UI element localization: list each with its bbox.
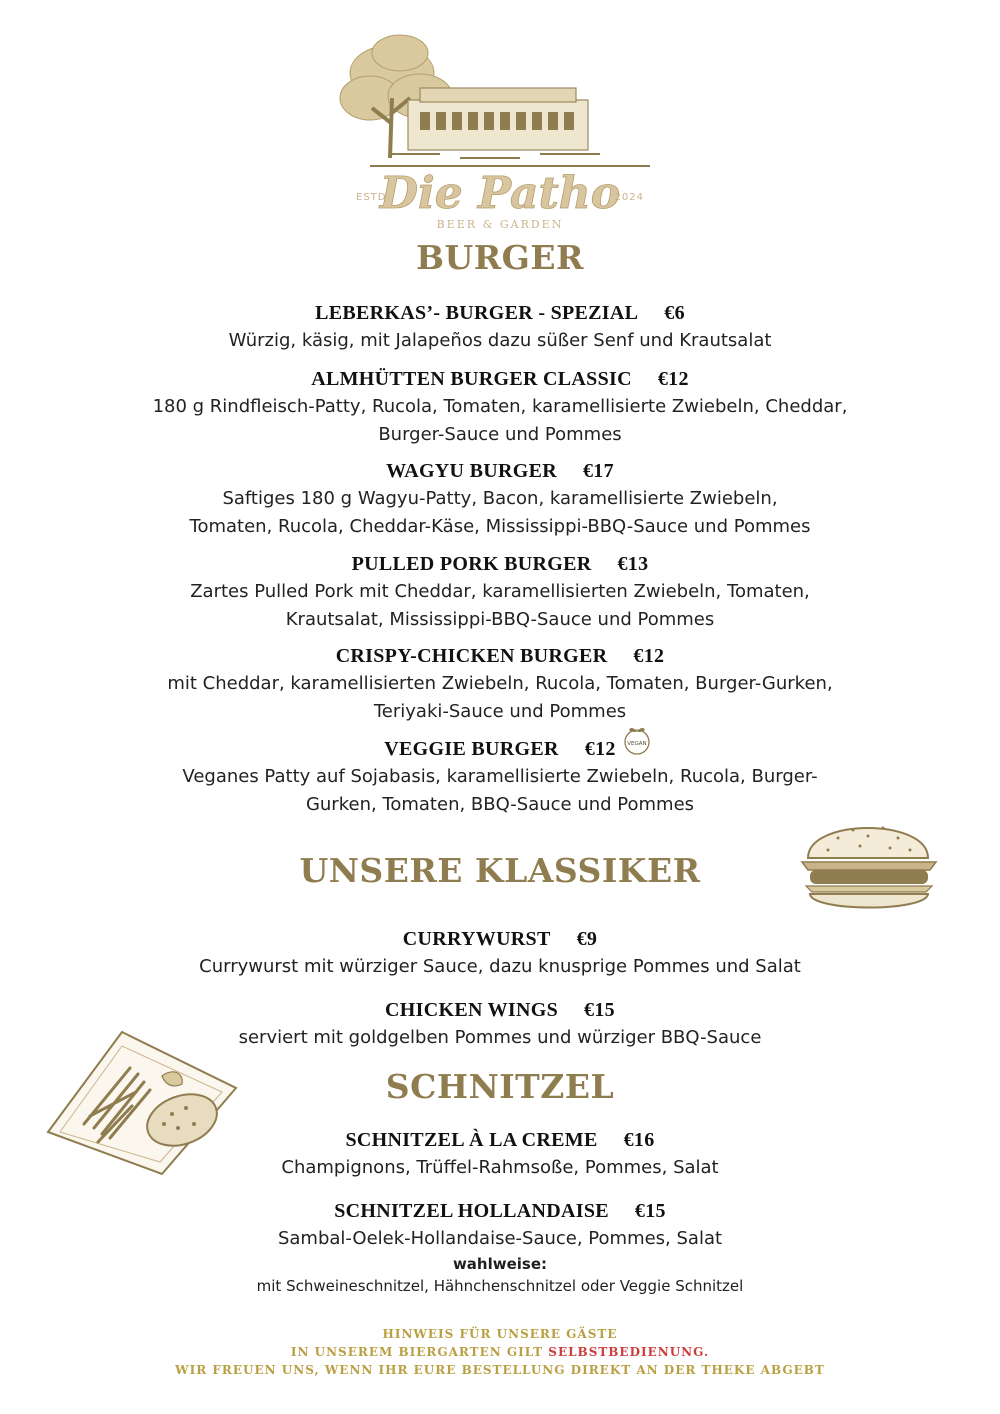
self-service-notice bbox=[0, 1325, 1000, 1379]
item-price: €12 bbox=[633, 645, 665, 667]
logo-subtitle: BEER & GARDEN bbox=[436, 218, 564, 231]
item-name: ALMHÜTTEN BURGER CLASSIC bbox=[311, 368, 632, 390]
item-description: Sambal-Oelek-Hollandaise-Sauce, Pommes, Salat bbox=[277, 1228, 723, 1249]
item-description: Gurken, Tomaten, BBQ-Sauce und Pommes bbox=[305, 793, 695, 815]
restaurant-logo bbox=[330, 28, 670, 238]
item-description: Currywurst mit würziger Sauce, dazu knusprige Pommes und Salat bbox=[199, 956, 801, 977]
menu-item bbox=[60, 1198, 940, 1253]
menu-item bbox=[60, 551, 940, 633]
item-price: €17 bbox=[582, 460, 614, 482]
section-title-burger: BURGER bbox=[416, 238, 584, 277]
section-title-schnitzel: SCHNITZEL bbox=[385, 1067, 615, 1106]
menu-item bbox=[60, 300, 940, 355]
item-name: CURRYWURST bbox=[402, 928, 551, 950]
item-description: Krautsalat, Mississippi-BBQ-Sauce und Pommes bbox=[285, 608, 715, 630]
item-name: CHICKEN WINGS bbox=[385, 999, 559, 1021]
item-name: LEBERKAS’- BURGER - SPEZIAL bbox=[315, 302, 639, 324]
item-price: €16 bbox=[623, 1129, 655, 1151]
item-price: €12 bbox=[584, 738, 616, 760]
self-service-highlight: SELBSTBEDIENUNG. bbox=[548, 1345, 710, 1359]
notice-line-1: HINWEIS FÜR UNSERE GÄSTE bbox=[382, 1327, 618, 1341]
item-price: €12 bbox=[657, 368, 689, 390]
logo-wordmark: Die Patho bbox=[379, 168, 621, 219]
notice-line-2: IN UNSEREM BIERGARTEN GILT SELBSTBEDIENUNG. bbox=[290, 1345, 710, 1359]
item-description: Teriyaki-Sauce und Pommes bbox=[373, 700, 627, 722]
vegan-badge-icon bbox=[621, 724, 653, 756]
item-name: VEGGIE BURGER bbox=[384, 738, 559, 760]
item-name: CRISPY-CHICKEN BURGER bbox=[335, 645, 608, 667]
vegan-badge-text: VEGAN bbox=[627, 741, 647, 747]
item-description: serviert mit goldgelben Pommes und würziger BBQ-Sauce bbox=[238, 1027, 762, 1048]
item-price: €6 bbox=[664, 302, 685, 324]
item-price: €13 bbox=[617, 553, 649, 575]
item-description: Veganes Patty auf Sojabasis, karamellisierte Zwiebeln, Rucola, Burger- bbox=[182, 766, 818, 787]
menu-item bbox=[60, 643, 940, 725]
menu-item bbox=[60, 926, 940, 981]
item-name: PULLED PORK BURGER bbox=[351, 553, 592, 575]
item-description: Würzig, käsig, mit Jalapeños dazu süßer Senf und Krautsalat bbox=[228, 330, 772, 351]
option-text: mit Schweineschnitzel, Hähnchenschnitzel oder Veggie Schnitzel bbox=[256, 1277, 744, 1295]
item-description: Burger-Sauce und Pommes bbox=[378, 423, 622, 445]
item-price: €15 bbox=[634, 1200, 666, 1222]
item-name: SCHNITZEL HOLLANDAISE bbox=[334, 1200, 609, 1222]
menu-item bbox=[60, 458, 940, 540]
item-description: Saftiges 180 g Wagyu-Patty, Bacon, karamellisierte Zwiebeln, bbox=[222, 488, 778, 509]
section-title-klassiker: UNSERE KLASSIKER bbox=[299, 851, 701, 890]
option-label: wahlweise: bbox=[452, 1255, 548, 1273]
logo-estd: ESTD bbox=[356, 192, 387, 203]
item-description: Champignons, Trüffel-Rahmsoße, Pommes, Salat bbox=[281, 1157, 719, 1178]
item-price: €9 bbox=[576, 928, 598, 950]
item-description: mit Cheddar, karamellisierten Zwiebeln, Rucola, Tomaten, Burger-Gurken, bbox=[167, 673, 833, 694]
item-description: Zartes Pulled Pork mit Cheddar, karamellisierten Zwiebeln, Tomaten, bbox=[190, 581, 810, 602]
menu-item bbox=[60, 1127, 940, 1182]
notice-line-3: WIR FREUEN UNS, WENN IHR EURE BESTELLUNG DIREKT AN DER THEKE ABGEBT bbox=[175, 1363, 825, 1377]
menu-item bbox=[60, 366, 940, 448]
item-name: SCHNITZEL À LA CREME bbox=[345, 1129, 598, 1151]
item-description: 180 g Rindfleisch-Patty, Rucola, Tomaten, karamellisierte Zwiebeln, Cheddar, bbox=[152, 396, 848, 417]
item-price: €15 bbox=[584, 999, 615, 1021]
item-description: Tomaten, Rucola, Cheddar-Käse, Mississippi-BBQ-Sauce und Pommes bbox=[189, 515, 811, 537]
item-name: WAGYU BURGER bbox=[386, 460, 557, 482]
logo-year: 2024 bbox=[614, 192, 644, 203]
menu-item bbox=[60, 736, 940, 818]
